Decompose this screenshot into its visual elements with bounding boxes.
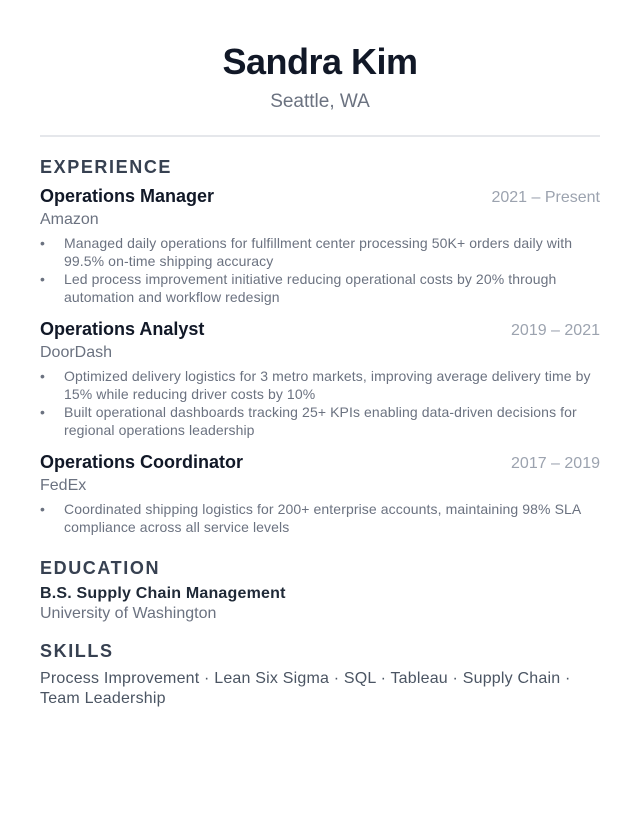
job-header: [40, 317, 600, 343]
education-heading: EDUCATION: [40, 558, 161, 578]
degree-name: B.S. Supply Chain Management: [40, 585, 286, 602]
bullet-marker: •: [40, 235, 46, 251]
job-bullet: [40, 500, 600, 536]
job-entry: [40, 317, 600, 439]
experience-heading: EXPERIENCE: [40, 157, 173, 177]
education-section: [40, 557, 600, 624]
job-bullets: [40, 367, 600, 439]
job-company: FedEx: [40, 477, 87, 494]
job-bullet: [40, 367, 600, 403]
candidate-location: Seattle, WA: [270, 91, 370, 112]
job-title: Operations Manager: [40, 186, 215, 206]
job-bullets: [40, 500, 600, 536]
header-divider: [40, 135, 600, 137]
skills-list: Process Improvement · Lean Six Sigma · SQL · Tableau · Supply Chain · Team Leadership: [40, 670, 571, 707]
skills-section: [40, 640, 600, 709]
job-entry: [40, 450, 600, 536]
job-bullets: [40, 234, 600, 306]
job-bullet: [40, 234, 600, 270]
job-header: [40, 450, 600, 476]
bullet-marker: •: [40, 501, 46, 517]
job-dates: 2017 – 2019: [511, 455, 600, 472]
bullet-marker: •: [40, 368, 46, 384]
skills-heading: SKILLS: [40, 641, 114, 661]
bullet-text: Optimized delivery logistics for 3 metro markets, improving average delivery time by 15% while reducing driver costs by 10%: [64, 368, 591, 402]
job-company: DoorDash: [40, 344, 113, 361]
job-dates: 2019 – 2021: [511, 322, 600, 339]
job-dates: 2021 – Present: [491, 189, 600, 206]
job-title: Operations Analyst: [40, 319, 205, 339]
job-company: Amazon: [40, 211, 99, 228]
job-bullet: [40, 270, 600, 306]
bullet-text: Led process improvement initiative reducing operational costs by 20% through automation and workflow redesign: [64, 271, 557, 305]
resume-header: [40, 0, 600, 113]
bullet-marker: •: [40, 404, 46, 420]
bullet-text: Built operational dashboards tracking 25+ KPIs enabling data-driven decisions for regional operations leadership: [64, 404, 577, 438]
bullet-marker: •: [40, 271, 46, 287]
experience-section: [40, 156, 600, 536]
job-header: [40, 184, 600, 210]
job-entry: [40, 184, 600, 306]
school-name: University of Washington: [40, 605, 217, 622]
bullet-text: Coordinated shipping logistics for 200+ enterprise accounts, maintaining 98% SLA compliance across all service levels: [64, 501, 581, 535]
candidate-name: Sandra Kim: [222, 41, 418, 82]
bullet-text: Managed daily operations for fulfillment center processing 50K+ orders daily with 99.5% on-time shipping accuracy: [64, 235, 573, 269]
job-title: Operations Coordinator: [40, 452, 244, 472]
job-bullet: [40, 403, 600, 439]
